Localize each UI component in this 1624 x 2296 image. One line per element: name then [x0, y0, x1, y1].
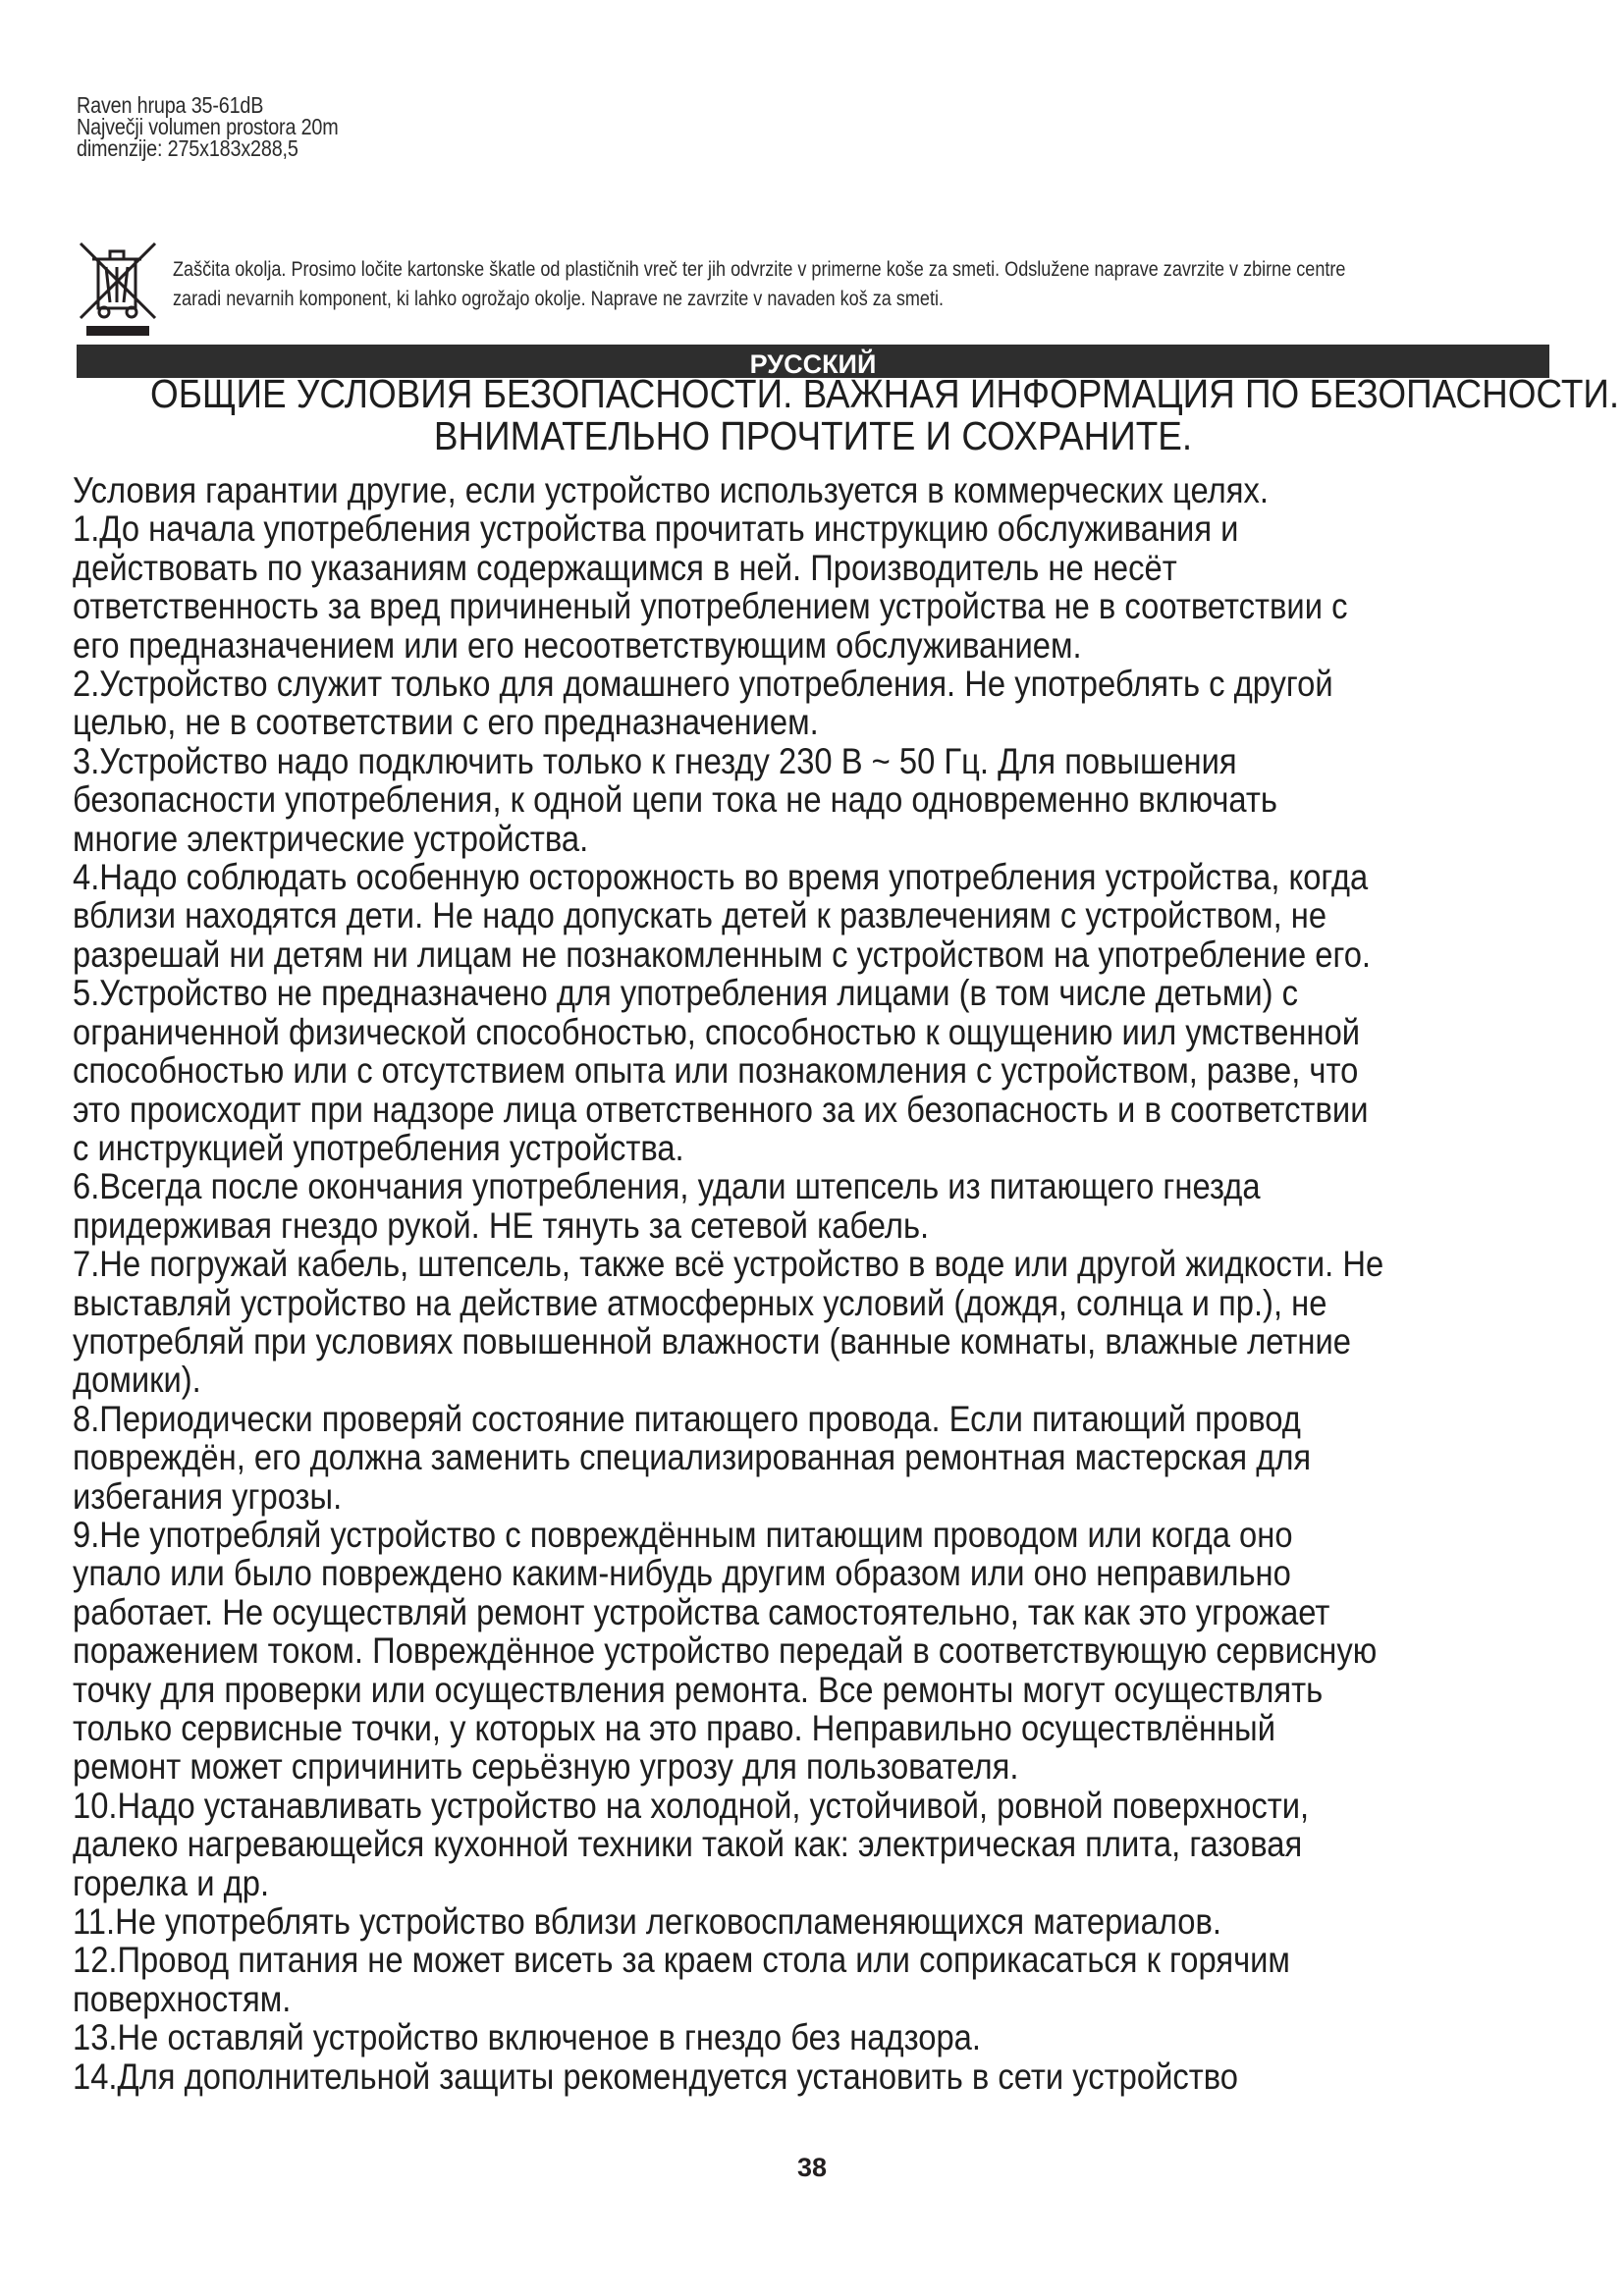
text-line: способностью или с отсутствием опыта или познакомления с устройством, разве, что	[73, 1050, 1359, 1092]
text-line: только сервисные точки, у которых на это право. Неправильно осуществлённый	[73, 1708, 1276, 1748]
text-line: 7.Не погружай кабель, штепсель, также всё устройство в воде или другой жидкости. Не	[73, 1244, 1384, 1285]
text-line: разрешай ни детям ни лицам не познакомленным с устройством на употребление его.	[73, 934, 1372, 975]
text-line: целью, не в соответствии с его предназначением.	[73, 702, 819, 743]
spec-line: Največji volumen prostora 20m	[77, 114, 339, 139]
heading-line: ВНИМАТЕЛЬНО ПРОЧТИТЕ И СОХРАНИТЕ.	[433, 413, 1193, 458]
text-line: 5.Устройство не предназначено для употребления лицами (в том числе детьми) с	[73, 973, 1299, 1014]
spec-line: dimenzije: 275x183x288,5	[77, 135, 298, 161]
text-line: выставляй устройство на действие атмосферных условий (дождя, солнца и пр.), не	[73, 1282, 1327, 1323]
text-line: 6.Всегда после окончания употребления, удали штепсель из питающего гнезда	[73, 1166, 1261, 1207]
text-line: точку для проверки или осуществления ремонта. Все ремонты могут осуществлять	[73, 1669, 1324, 1710]
text-line: Условия гарантии другие, если устройство используется в коммерческих целях.	[73, 470, 1269, 510]
text-line: ремонт может спричинить серьёзную угрозу для пользователя.	[73, 1746, 1019, 1788]
text-line: 14.Для дополнительной защиты рекомендуется установить в сети устройство	[73, 2056, 1238, 2097]
product-specs	[77, 94, 666, 159]
environment-line: Zaščita okolja. Prosimo ločite kartonske škatle od plastičnih vreč ter jih odvrzite v primerne koše za smeti. Odslužene naprave zavrzite v zbirne centre	[173, 258, 1346, 281]
text-line: 9.Не употребляй устройство с повреждённым питающим проводом или когда оно	[73, 1514, 1293, 1555]
text-line: ответственность за вред причиненый употреблением устройства не в соответствии с	[73, 586, 1348, 627]
text-line: употребляй при условиях повышенной влажности (ванные комнаты, влажные летние	[73, 1320, 1351, 1362]
text-line: 2.Устройство служит только для домашнего употребления. Не употреблять с другой	[73, 664, 1333, 705]
heading-line: ОБЩИЕ УСЛОВИЯ БЕЗОПАСНОСТИ. ВАЖНАЯ ИНФОРМАЦИЯ ПО БЕЗОПАСНОСТИ.	[150, 371, 1620, 416]
text-line: 10.Надо устанавливать устройство на холодной, устойчивой, ровной поверхности,	[73, 1785, 1310, 1826]
text-line: далеко нагревающейся кухонной техники такой как: электрическая плита, газовая	[73, 1824, 1303, 1865]
text-line: многие электрические устройства.	[73, 818, 589, 859]
text-line: 8.Периодически проверяй состояние питающего провода. Если питающий провод	[73, 1398, 1301, 1439]
environment-line: zaradi nevarnih komponent, ki lahko ogrožajo okolje. Naprave ne zavrzite v navaden koš za smeti.	[173, 288, 945, 310]
text-line: с инструкцией употребления устройства.	[73, 1127, 684, 1168]
text-line: 3.Устройство надо подключить только к гнезду 230 В ~ 50 Гц. Для повышения	[73, 740, 1237, 781]
text-line: вблизи находятся дети. Не надо допускать детей к развлечениям с устройством, не	[73, 895, 1327, 936]
text-line: безопасности употребления, к одной цепи тока не надо одновременно включать	[73, 779, 1277, 821]
environment-text	[173, 255, 1547, 314]
text-line: повреждён, его должна заменить специализированная ремонтная мастерская для	[73, 1437, 1312, 1478]
safety-heading	[77, 371, 1620, 458]
text-line: горелка и др.	[73, 1862, 270, 1903]
text-line: ограниченной физической способностью, способностью к ощущению иил умственной	[73, 1011, 1361, 1052]
environment-notice	[77, 240, 1549, 347]
language-section-bar: РУССКИЙ	[77, 345, 1549, 378]
text-line: его предназначением или его несоответствующим обслуживанием.	[73, 624, 1082, 666]
text-line: 11.Не употреблять устройство вблизи легковоспламеняющихся материалов.	[73, 1901, 1221, 1943]
text-line: это происходит при надзоре лица ответственного за их безопасность и в соответствии	[73, 1089, 1369, 1130]
text-line: 13.Не оставляй устройство включеное в гнездо без надзора.	[73, 2017, 981, 2058]
text-line: действовать по указаниям содержащимся в ней. Производитель не несёт	[73, 547, 1177, 588]
text-line: избегания угрозы.	[73, 1475, 343, 1517]
crossed-out-wheelie-bin-icon	[77, 240, 159, 338]
text-line: придерживая гнездо рукой. НЕ тянуть за сетевой кабель.	[73, 1204, 930, 1246]
spec-line: Raven hrupa 35-61dB	[77, 92, 264, 118]
text-line: поверхностям.	[73, 1978, 292, 2019]
page-number: 38	[796, 2153, 828, 2182]
text-line: домики).	[73, 1360, 201, 1401]
text-line: 4.Надо соблюдать особенную осторожность во время употребления устройства, когда	[73, 857, 1369, 898]
text-line: 1.До начала употребления устройства прочитать инструкцию обслуживания и	[73, 508, 1239, 550]
safety-instructions	[73, 471, 1565, 2096]
text-line: работает. Не осуществляй ремонт устройства самостоятельно, так как это угрожает	[73, 1591, 1330, 1632]
text-line: упало или было повреждено каким-нибудь другим образом или оно неправильно	[73, 1553, 1291, 1594]
text-line: поражением током. Повреждённое устройство передай в соответствующую сервисную	[73, 1630, 1378, 1672]
text-line: 12.Провод питания не может висеть за краем стола или соприкасаться к горячим	[73, 1940, 1290, 1981]
